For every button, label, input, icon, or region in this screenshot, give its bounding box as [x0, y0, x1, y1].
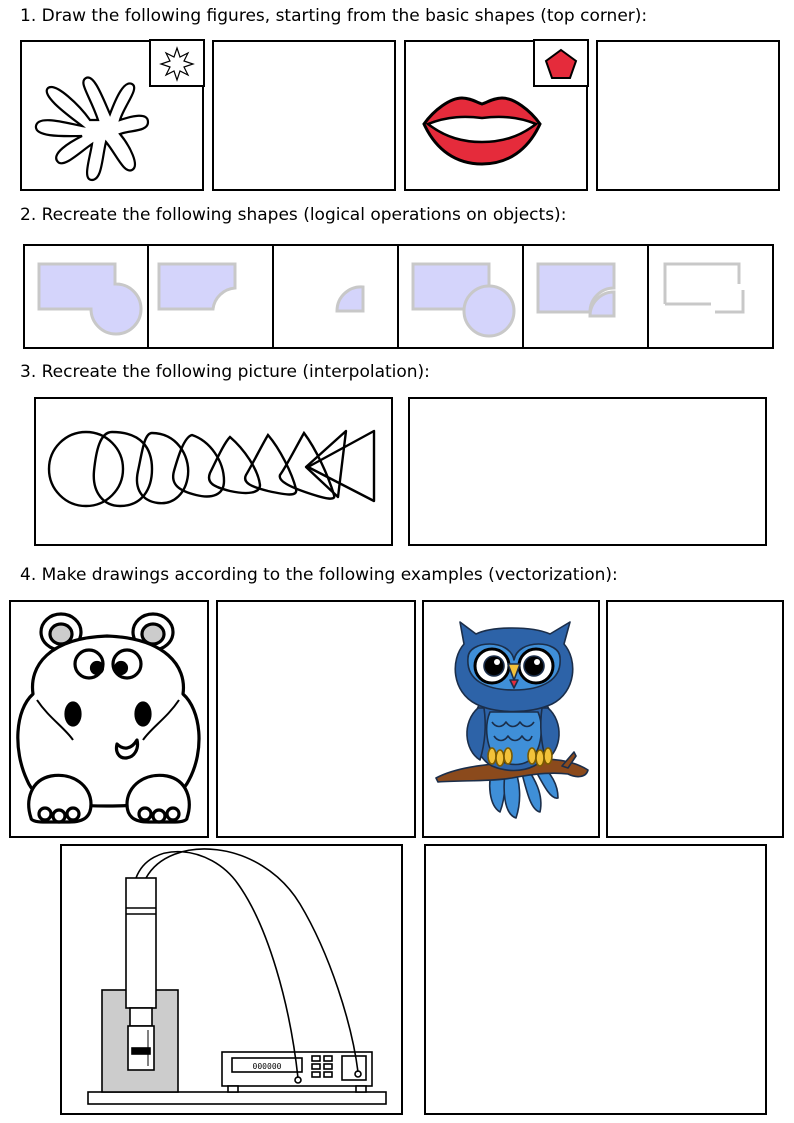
task4-hippo-example [9, 600, 209, 838]
interpolation-shapes [49, 431, 374, 506]
outline-shape [665, 264, 739, 304]
wavy-blob-shape [36, 78, 148, 180]
task1-lips-example [404, 40, 588, 191]
task4-owl-example [422, 600, 600, 838]
task1-empty-box-2 [596, 40, 780, 191]
task3-heading: 3. Recreate the following picture (interpolation): [20, 362, 430, 382]
difference-shape [159, 264, 235, 309]
task2-shape-strip [23, 244, 774, 349]
task1-flower-example [20, 40, 204, 191]
union-shape [39, 264, 141, 334]
device-display: 000000 [252, 1062, 282, 1071]
task4-empty-box-1 [216, 600, 416, 838]
intersection-shape [337, 287, 363, 311]
overlap-circle [464, 286, 514, 336]
task4-empty-box-3 [424, 844, 767, 1115]
task1-empty-box-1 [212, 40, 396, 191]
hippo-drawing [18, 614, 199, 822]
owl-drawing [436, 622, 588, 818]
task3-interpolation-example [34, 397, 393, 546]
task4-apparatus-example [60, 844, 403, 1115]
star-icon [161, 48, 193, 80]
base-plate [88, 1092, 386, 1104]
task3-empty-box [408, 397, 767, 546]
task4-empty-box-2 [606, 600, 784, 838]
task2-heading: 2. Recreate the following shapes (logical operations on objects): [20, 205, 567, 225]
task1-heading: 1. Draw the following figures, starting from the basic shapes (top corner): [20, 6, 648, 26]
column [126, 878, 156, 1008]
apparatus-drawing [88, 849, 386, 1104]
task4-heading: 4. Make drawings according to the following examples (vectorization): [20, 565, 618, 585]
